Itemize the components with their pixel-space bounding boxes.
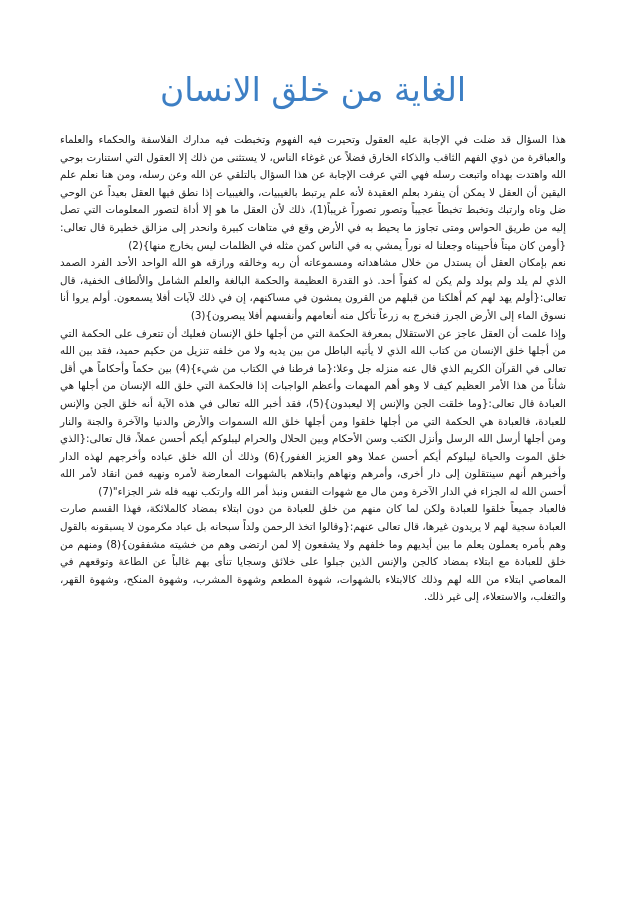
document-body [60, 132, 566, 607]
paragraph: هذا السؤال قد ضلت في الإجابة عليه العقول وتحيرت فيه الفهوم وتخبطت فيه مدارك الفلاسفة والحكماء والعلماء والعباقرة من ذوي الفهم الثاقب والذكاء الخارق فضلاً عن غوغاء الناس، لا يستثنى من ذلك إلا العقول التي استنارت بوحي الله واهتدت بهداه واتبعت رسله فهي التي عرفت الإجابة عن هذا السؤال بالتلقي عن الله وعن رسله، ومن هنا نعلم علم اليقين أن العقل لا يمكن أن ينفرد بعلم العقيدة لأنه علم يرتبط بالغيبيات، والغيبيات إذا نطق فيها العقل بعيداً عن الوحي ضل وتاه وارتبك وتخبط تخبطاً عجيباً وتصور تصوراً غريباً(1)، ذلك لأن العقل ما هو إلا أداة لتصور المعلومات التي تصل إليه من طريق الحواس ومتى تجاوز ما يحيط به في الأرض وقع في متاهات كبيرة وانحدر إلى مزالق خطيرة قال تعالى:{أومن كان ميتاً فأحييناه وجعلنا له نوراً يمشي به في الناس كمن مثله في الظلمات ليس بخارج منها}(2) [60, 134, 567, 252]
page-title: الغاية من خلق الانسان [159, 70, 467, 109]
paragraph: فالعباد جميعاً خلقوا للعبادة ولكن لما كان منهم من خلق للعبادة من دون ابتلاء بمضاد كالملائكة، فهذا القسم صارت العبادة سجية لهم لا يريدون غيرها، قال تعالى عنهم:{وقالوا اتخذ الرحمن ولداً سبحانه بل عباد مكرمون لا يسبقونه بالقول وهم بأمره يعملون يعلم ما بين أيديهم وما خلفهم ولا يشفعون إلا لمن ارتضى وهم من خشيته مشفقون}(8) ومنهم من خلق للعبادة مع ابتلاء بمضاد كالجن والإنس الذين جبلوا على خلائق وسجايا تنأى بهم غالباً عن الطاعة وتوقعهم في المعاصي ابتلاء من الله لهم وذلك كالابتلاء بالشهوات، شهوة المطعم وشهوة المشرب، وشهوة المنكح، وشهوة القهر، والتغلب، والاستعلاء، إلى غير ذلك. [60, 503, 566, 604]
paragraph: وإذا علمت أن العقل عاجز عن الاستقلال بمعرفة الحكمة التي من أجلها خلق الإنسان فعليك أن تتعرف على الحكمة التي من أجلها خلق الإنسان من كتاب الله الذي لا يأتيه الباطل من بين يديه ولا من خلفه تنزيل من حكيم حميد، فقد بين الله تعالى في القرآن الكريم الذي قال عنه منزله جل وعلا:{ما فرطنا في الكتاب من شيء}(4) بين حكماً وأحكاماً هي أقل شأناً من هذا الأمر العظيم كيف لا وهو أهم المهمات وأعظم الواجبات إذا فالحكمة التي خلق الله الإنسان من أجلها هي العبادة قال تعالى:{وما خلقت الجن والإنس إلا ليعبدون}(5)، فقد أخبر الله تعالى في هذه الآية أنه خلق الجن والإنس للعبادة، فالعبادة هي الحكمة التي من أجلها خلقوا ومن أجلها خلق الله السموات والأرض والدنيا والآخرة والجنة والنار ومن أجلها أرسل الله الرسل وأنزل الكتب وسن الأحكام وبين الحلال والحرام ليبلوكم أيكم أحسن عملاً، قال تعالى:{الذي خلق الموت والحياة ليبلوكم أيكم أحسن عملا وهو العزيز الغفور}(6) وذلك أن الله خلق عباده وأخرجهم لهذه الدار وأخبرهم أنهم سينتقلون إلى دار أخرى، وأمرهم ونهاهم وابتلاهم بالشهوات المعارضة لأمره ونهيه فمن انقاد لأمر الله أحسن الله له الجزاء في الدار الآخرة ومن مال مع شهوات النفس ونبذ أمر الله وارتكب نهيه فله شر الجزاء"(7) [60, 327, 566, 498]
paragraph: نعم بإمكان العقل أن يستدل من خلال مشاهداته ومسموعاته أن ربه وخالقه ورازقه هو الله الواحد الأحد الفرد الصمد الذي لم يلد ولم يولد ولم يكن له كفواً أحد. ذو القدرة العظيمة والحكمة البالغة والعلم الشامل والألطاف الخفية، قال تعالى:{أولم يهد لهم كم أهلكنا من قبلهم من القرون يمشون في مساكنهم، إن في ذلك لآيات أفلا يسمعون. أولم يروا أنا نسوق الماء إلى الأرض الجرز فنخرج به زرعاً تأكل منه أنعامهم وأنفسهم أفلا يبصرون}(3) [60, 257, 566, 322]
